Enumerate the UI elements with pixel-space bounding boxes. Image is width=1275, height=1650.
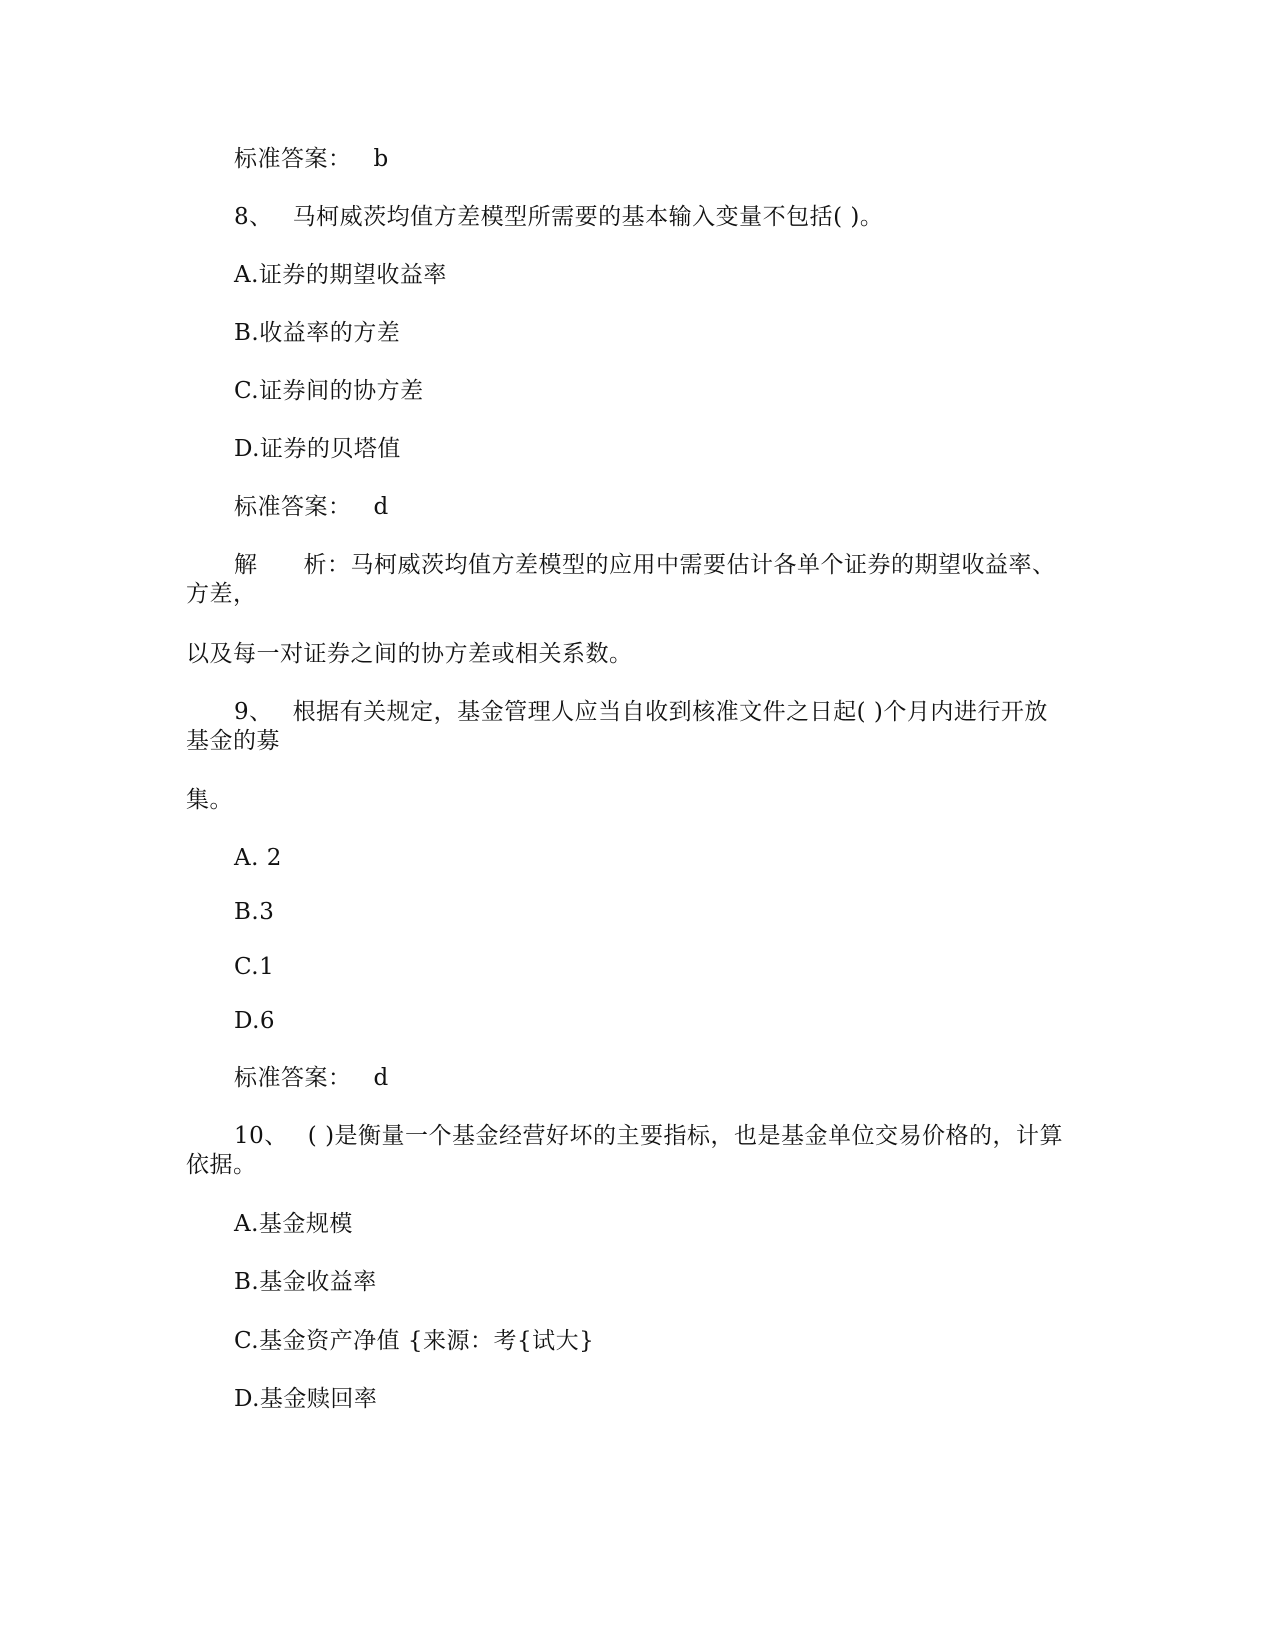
answer-line xyxy=(234,1064,389,1092)
question-number: 10、 xyxy=(234,1123,288,1149)
option-c: C.1 xyxy=(234,954,275,980)
answer-label: 标准答案： xyxy=(234,146,352,172)
answer-label: 标准答案： xyxy=(234,494,352,520)
answer-value: d xyxy=(373,494,389,520)
analysis-text: 马柯威茨均值方差模型的应用中需要估计各单个证券的期望收益率、 xyxy=(350,552,1056,578)
answer-label: 标准答案： xyxy=(234,1065,352,1091)
option-c: C.基金资产净值 {来源：考{试大} xyxy=(234,1328,595,1354)
question-text: ( )是衡量一个基金经营好坏的主要指标，也是基金单位交易价格的，计算 xyxy=(307,1123,1064,1149)
answer-value: d xyxy=(373,1065,389,1091)
question-text-continued: 集。 xyxy=(186,787,233,813)
option-c: C.证券间的协方差 xyxy=(234,378,424,404)
question-number: 9、 xyxy=(234,699,273,725)
question-number: 8、 xyxy=(234,204,273,230)
option-b: B.3 xyxy=(234,899,275,925)
question-text-continued: 依据。 xyxy=(186,1152,257,1178)
analysis-line xyxy=(234,551,1056,579)
answer-line xyxy=(234,145,389,173)
option-a: A.基金规模 xyxy=(234,1211,353,1237)
option-d: D.证券的贝塔值 xyxy=(234,436,401,462)
option-d: D.6 xyxy=(234,1008,276,1034)
question-9-stem xyxy=(234,698,1048,726)
question-text: 根据有关规定，基金管理人应当自收到核准文件之日起( )个月内进行开放 xyxy=(292,699,1048,725)
answer-value: b xyxy=(373,146,389,172)
question-text-continued: 基金的募 xyxy=(186,728,280,754)
option-d: D.基金赎回率 xyxy=(234,1386,378,1412)
analysis-text-continued: 以及每一对证券之间的协方差或相关系数。 xyxy=(186,641,633,667)
option-a: A.证券的期望收益率 xyxy=(234,262,447,288)
question-text: 马柯威茨均值方差模型所需要的基本输入变量不包括( )。 xyxy=(292,204,884,230)
analysis-label-part2: 析： xyxy=(303,552,351,578)
option-b: B.收益率的方差 xyxy=(234,320,401,346)
answer-line xyxy=(234,493,389,521)
analysis-text-continued: 方差， xyxy=(186,581,257,607)
option-b: B.基金收益率 xyxy=(234,1269,377,1295)
analysis-label-part1: 解 xyxy=(234,552,258,578)
option-a: A. 2 xyxy=(234,845,282,871)
question-8-stem xyxy=(234,203,883,231)
question-10-stem xyxy=(234,1122,1063,1150)
